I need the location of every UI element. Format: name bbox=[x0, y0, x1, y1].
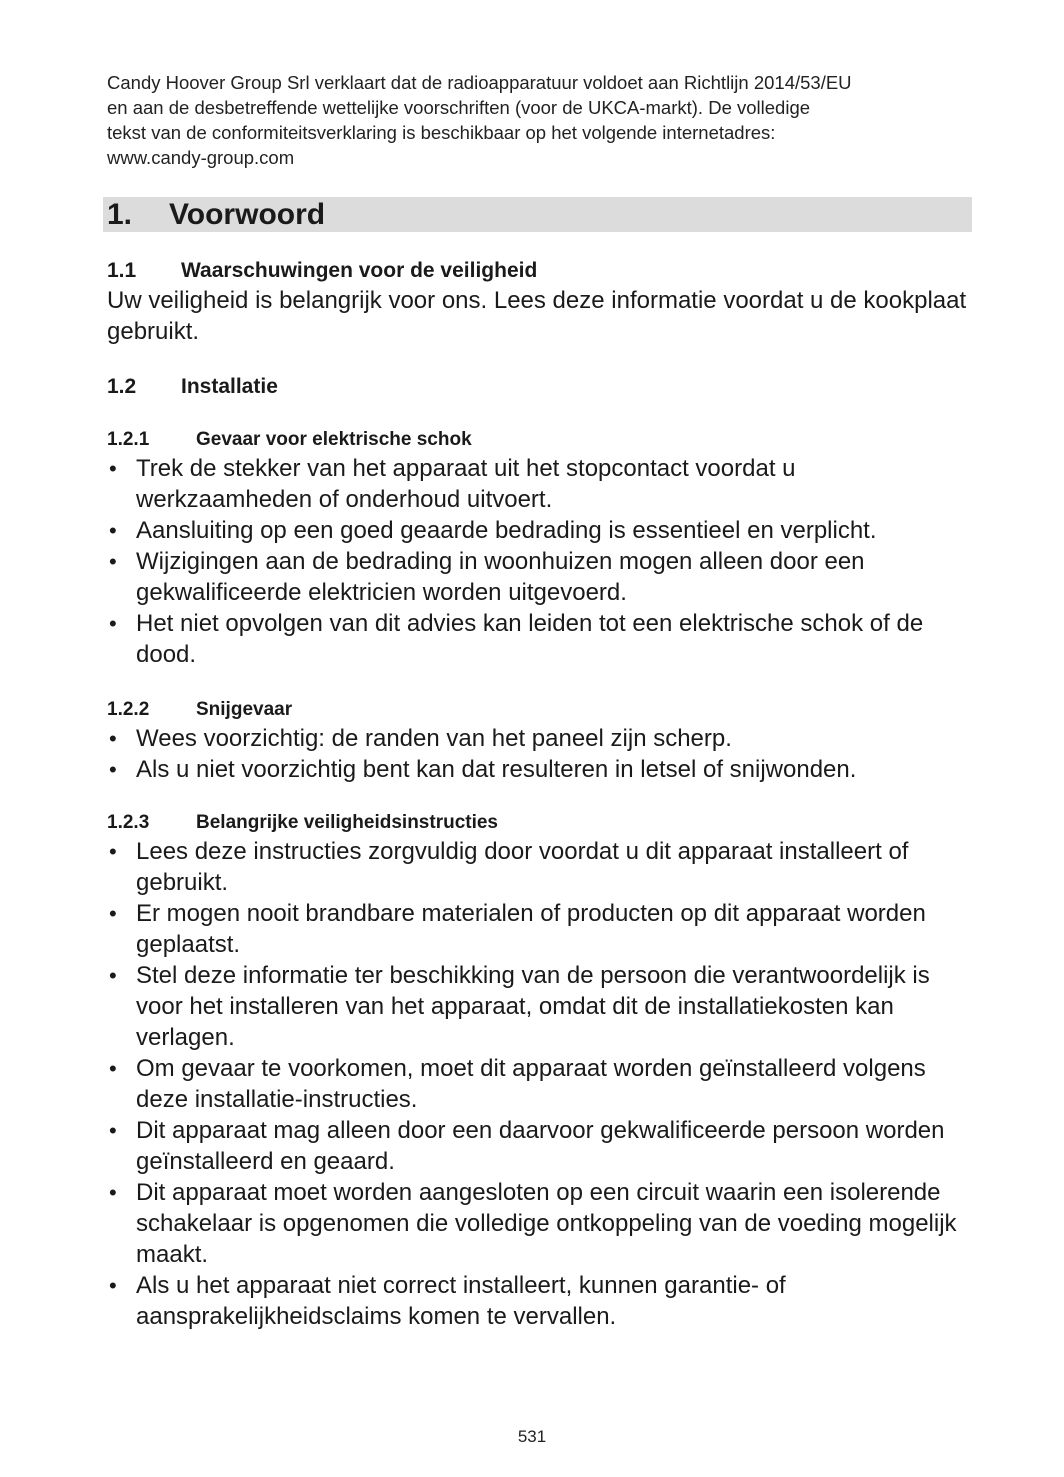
subsection-heading bbox=[107, 810, 973, 836]
chapter-title: Voorwoord bbox=[169, 198, 326, 231]
list-item: • Wijzigingen aan de bedrading in woonhuizen mogen alleen door een gekwalificeerde elektricien worden uitgevoerd. bbox=[109, 548, 865, 606]
list-item: • Aansluiting op een goed geaarde bedrading is essentieel en verplicht. bbox=[109, 517, 877, 544]
section-heading bbox=[107, 257, 973, 285]
page-number: 531 bbox=[517, 1427, 547, 1446]
section-1-2-3 bbox=[107, 810, 973, 1332]
bullet-list bbox=[107, 723, 973, 785]
list-item: • Lees deze instructies zorgvuldig door voordat u dit apparaat installeert of gebruikt. bbox=[109, 838, 909, 896]
section-1-2-2 bbox=[107, 697, 973, 785]
section-1-2 bbox=[107, 373, 973, 401]
subsection-number: 1.2.3 bbox=[107, 812, 150, 833]
intro-line: en aan de desbetreffende wettelijke voorschriften (voor de UKCA-markt). De volledige bbox=[107, 97, 811, 118]
list-item: • Om gevaar te voorkomen, moet dit apparaat worden geïnstalleerd volgens deze installatie-instructies. bbox=[109, 1055, 926, 1113]
bullet-list bbox=[107, 453, 973, 670]
list-item: • Trek de stekker van het apparaat uit het stopcontact voordat u werkzaamheden of onderhoud uitvoert. bbox=[109, 455, 796, 513]
section-number: 1.2 bbox=[107, 375, 137, 398]
subsection-heading bbox=[107, 427, 973, 453]
subsection-title: Belangrijke veiligheidsinstructies bbox=[196, 812, 498, 833]
intro-line: tekst van de conformiteitsverklaring is beschikbaar op het volgende internetadres: bbox=[107, 122, 776, 143]
list-item: • Dit apparaat mag alleen door een daarvoor gekwalificeerde persoon worden geïnstalleerd en geaard. bbox=[109, 1117, 945, 1175]
section-text: Uw veiligheid is belangrijk voor ons. Lees deze informatie voordat u de kookplaat gebruikt. bbox=[107, 287, 967, 345]
list-item: • Wees voorzichtig: de randen van het paneel zijn scherp. bbox=[109, 725, 732, 752]
list-item: • Als u niet voorzichtig bent kan dat resulteren in letsel of snijwonden. bbox=[109, 756, 857, 783]
section-1-1 bbox=[107, 257, 973, 347]
list-item: • Als u het apparaat niet correct installeert, kunnen garantie- of aansprakelijkheidsclaims komen te vervallen. bbox=[109, 1272, 786, 1330]
intro-url: www.candy-group.com bbox=[107, 147, 295, 168]
subsection-title: Snijgevaar bbox=[196, 699, 293, 720]
chapter-number: 1. bbox=[107, 198, 133, 231]
bullet-list bbox=[107, 836, 973, 1332]
list-item: • Dit apparaat moet worden aangesloten op een circuit waarin een isolerende schakelaar is opgenomen die volledige ontkoppeling van de voeding mogelijk maakt. bbox=[109, 1179, 957, 1268]
section-title: Waarschuwingen voor de veiligheid bbox=[181, 259, 538, 282]
conformity-statement bbox=[107, 70, 973, 170]
list-item: • Er mogen nooit brandbare materialen of producten op dit apparaat worden geplaatst. bbox=[109, 900, 926, 958]
chapter-heading bbox=[103, 197, 972, 232]
list-item: • Het niet opvolgen van dit advies kan leiden tot een elektrische schok of de dood. bbox=[109, 610, 924, 668]
subsection-heading bbox=[107, 697, 973, 723]
section-title: Installatie bbox=[181, 375, 278, 398]
subsection-number: 1.2.2 bbox=[107, 699, 150, 720]
intro-line: Candy Hoover Group Srl verklaart dat de radioapparatuur voldoet aan Richtlijn 2014/53/EU bbox=[107, 72, 852, 93]
subsection-title: Gevaar voor elektrische schok bbox=[196, 429, 472, 450]
list-item: • Stel deze informatie ter beschikking van de persoon die verantwoordelijk is voor het installeren van het apparaat, omdat dit de installatiekosten kan verlagen. bbox=[109, 962, 930, 1051]
section-number: 1.1 bbox=[107, 259, 137, 282]
subsection-number: 1.2.1 bbox=[107, 429, 150, 450]
section-heading bbox=[107, 373, 973, 401]
section-1-2-1 bbox=[107, 427, 973, 670]
